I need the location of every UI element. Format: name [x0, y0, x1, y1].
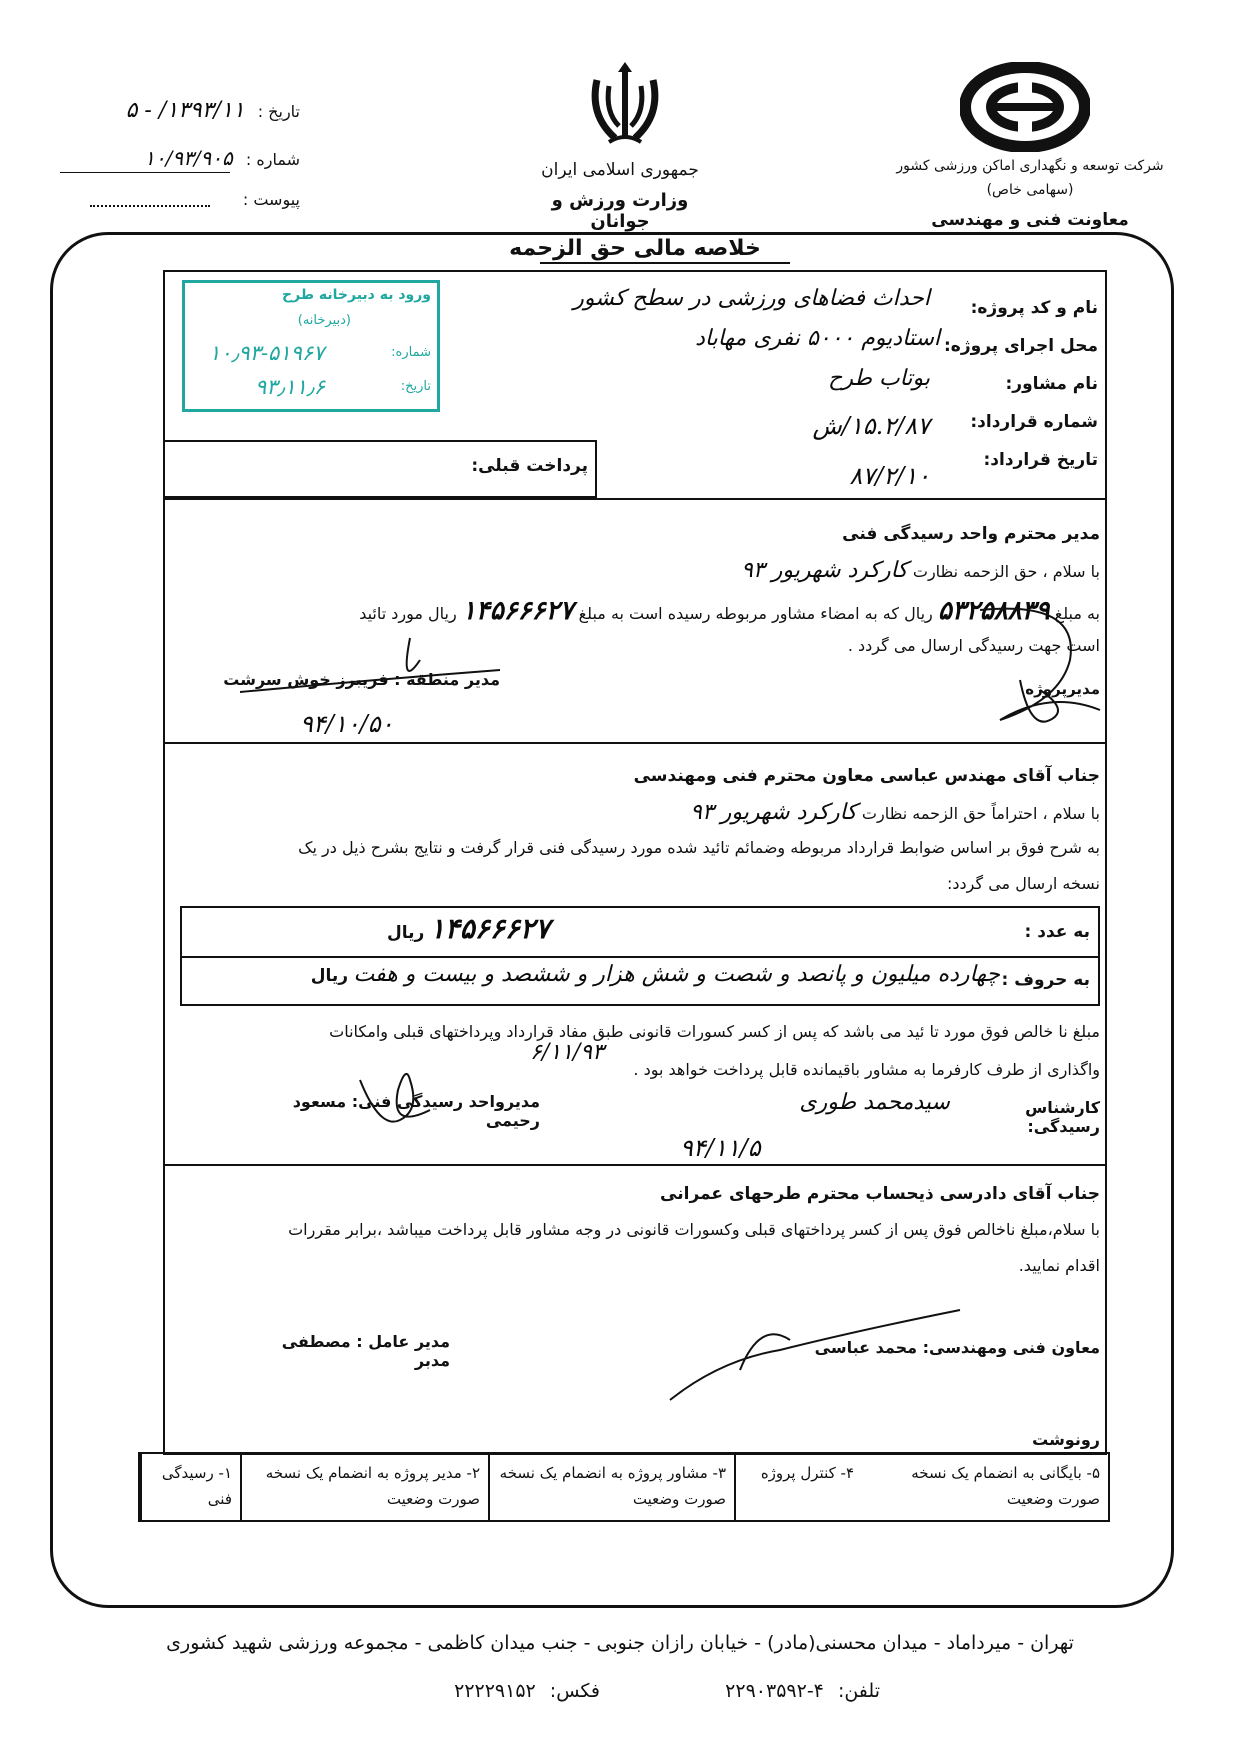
section1-line1-hand: کارکرد شهریور ۹۳ [741, 558, 908, 583]
stamp-number-label: شماره: [391, 345, 431, 360]
section1-line2-a: به مبلغ [1054, 604, 1100, 623]
section1-line2-b: ریال که به امضاء مشاور مربوطه رسیده است به مبلغ [578, 604, 933, 623]
copies-table [138, 1452, 1110, 1522]
section1-line1-prefix: با سلام ، حق الزحمه نظارت [912, 562, 1100, 581]
section2-line3: نسخه ارسال می گردد: [947, 874, 1100, 893]
iran-emblem-icon [585, 60, 665, 150]
stamp-date-value: ۹۳٫۱۱٫۶ [255, 375, 326, 399]
section3-divider [163, 1164, 1107, 1166]
section2-note1: مبلغ نا خالص فوق مورد تا ئید می باشد که پس از کسر کسورات قانونی طبق مفاد قرارداد وپرداختهای قبلی وامکانات [329, 1022, 1100, 1041]
amount-words-value: چهارده میلیون و پانصد و شصت و شش هزار و ششصد و بیست و هفت [353, 962, 1000, 987]
region-manager-date: ۹۴/۱۰/۵۰ [300, 710, 394, 738]
company-name: شرکت توسعه و نگهداری اماکن ورزشی کشور [896, 158, 1164, 174]
section1-line2-c: ریال مورد تائید [359, 604, 457, 623]
amount-digits-unit: ریال [386, 923, 425, 943]
section1-line3: است جهت رسیدگی ارسال می گردد . [847, 636, 1100, 655]
amount-words-unit: ریال [310, 966, 349, 986]
section2-heading: جناب آقای مهندس عباسی معاون محترم فنی ومهندسی [633, 766, 1100, 786]
section2-divider [163, 742, 1107, 744]
footer-phone [600, 1680, 880, 1702]
amount-digits-label: به عدد : [1024, 922, 1090, 942]
stamp-sub: (دبیرخانه) [297, 313, 351, 328]
ministry-name: وزارت ورزش و جوانان [551, 190, 689, 232]
date-label: تاریخ : [257, 102, 300, 121]
section3-line1: با سلام،مبلغ ناخالص فوق پس از کسر پرداختهای قبلی وکسورات قانونی در وجه مشاور قابل پرداخت میباشد ،برابر مقررات [288, 1220, 1100, 1239]
number-underline [60, 172, 230, 173]
contract-date-value: ۸۷/۲/۱۰ [849, 462, 930, 490]
company-type: (سهامی خاص) [986, 182, 1074, 198]
project-manager-signature-label: مدیرپروژه [1025, 680, 1100, 698]
section2-note2: واگذاری از طرف کارفرما به مشاور باقیمانده قابل پرداخت خواهد بود . [633, 1060, 1100, 1079]
number-label: شماره : [245, 150, 300, 169]
attachment-label: پیوست : [242, 190, 300, 209]
unit-manager: مدیرواحد رسیدگی فنی: مسعود رحیمی [292, 1092, 540, 1130]
section2-note-date: ۶/۱۱/۹۳ [530, 1040, 604, 1065]
contract-number-value: ۱۵.۲/۸۷/ش [812, 412, 930, 440]
copy-item: ۵- بایگانی به انضمام یک نسخه صورت وضعیت [911, 1464, 1100, 1508]
footer-fax [360, 1680, 600, 1702]
reviewer-date: ۹۴/۱۱/۵ [680, 1134, 761, 1162]
copy-item: ۴- کنترل پروژه [734, 1454, 862, 1520]
section1-amount-gross: ۵۳۲۵۸۸۳۹ [937, 596, 1050, 626]
state-name: جمهوری اسلامی ایران [541, 160, 699, 180]
copies-label: رونوشت [1032, 1430, 1100, 1449]
section1-amount-approved: ۱۴۵۶۶۶۲۷ [461, 596, 574, 626]
ceo-label: مدیر عامل : مصطفی مدبر [281, 1332, 450, 1370]
footer-address: تهران - میرداماد - میدان محسنی(مادر) - خیابان رازان جنوبی - جنب میدان کاظمی - مجموعه ورزشی شهید کشوری [166, 1632, 1074, 1654]
project-manager-signature-icon [960, 600, 1110, 740]
section1-heading: مدیر محترم واحد رسیدگی فنی [842, 524, 1100, 544]
company-logo-icon [960, 62, 1090, 152]
deputy-signature-icon [660, 1290, 1000, 1410]
reviewer-name: سیدمحمد طوری [799, 1090, 950, 1115]
stamp-date-label: تاریخ: [400, 379, 431, 394]
department-name: معاونت فنی و مهندسی [931, 210, 1129, 230]
amount-words-row [270, 962, 1000, 987]
number-value: ۱۰/۹۳/۹۰۵ [144, 146, 233, 170]
amount-digits-row [270, 912, 550, 945]
section1-line1 [400, 558, 1100, 583]
project-location-label: محل اجرای پروژه: [944, 336, 1098, 356]
section2-line1-prefix: با سلام ، احتراماً حق الزحمه نظارت [861, 804, 1100, 823]
project-location-value: استادیوم ۵۰۰۰ نفری مهاباد [695, 326, 940, 351]
consultant-label: نام مشاور: [1005, 374, 1098, 394]
section3-line2: اقدام نمایید. [1018, 1256, 1100, 1275]
copy-item: ۱- رسیدگی فنی [140, 1454, 240, 1520]
amount-digits-value: ۱۴۵۶۶۶۲۷ [429, 912, 550, 945]
contract-date-label: تاریخ قرارداد: [983, 450, 1098, 470]
fax-label: فکس: [549, 1680, 600, 1702]
deputy-signature-label: معاون فنی ومهندسی: محمد عباسی [814, 1338, 1100, 1357]
stamp-number-value: ۱۰٫۹۳-۵۱۹۶۷ [209, 341, 325, 365]
form-title: خلاصه مالی حق الزحمه [509, 236, 761, 261]
section3-heading: جناب آقای دادرسی ذیحساب محترم طرحهای عمرانی [660, 1184, 1100, 1204]
section2-line1 [400, 800, 1100, 825]
phone-value: ۴-۲۲۹۰۳۵۹۲ [725, 1680, 824, 1702]
consultant-value: بوتاب طرح [828, 366, 930, 391]
section1-divider [163, 498, 1107, 500]
contract-number-label: شماره قرارداد: [970, 412, 1098, 432]
copy-item: ۲- مدیر پروژه به انضمام یک نسخه صورت وضعیت [240, 1454, 488, 1520]
amount-box-divider [180, 956, 1100, 958]
reviewer-label: کارشناس رسیدگی: [1025, 1098, 1100, 1136]
region-manager: مدیر منطقه : فریبرز خوش سرشت [223, 670, 500, 689]
fax-value: ۲۲۲۲۹۱۵۲ [454, 1680, 536, 1702]
phone-label: تلفن: [837, 1680, 880, 1702]
copy-item: ۳- مشاور پروژه به انضمام یک نسخه صورت وضعیت [488, 1454, 734, 1520]
date-row [70, 98, 300, 128]
receipt-stamp [182, 280, 440, 412]
project-name-value: احداث فضاهای ورزشی در سطح کشور [573, 286, 930, 311]
section2-line1-hand: کارکرد شهریور ۹۳ [690, 800, 857, 825]
attachment-dots [90, 205, 210, 207]
unit-manager-signature-icon [340, 1060, 460, 1140]
project-name-label: نام و کد پروژه: [970, 298, 1098, 318]
section2-line2: به شرح فوق بر اساس ضوابط قرارداد مربوطه وضمائم تائید شده مورد رسیدگی فنی قرار گرفت و نتایج بشرح ذیل در یک [298, 838, 1100, 857]
stamp-title: ورود به دبیرخانه طرح [282, 287, 431, 303]
date-value: ۱۳۹۳/۱۱/ - ۵ [125, 98, 245, 123]
previous-payment-label: پرداخت قبلی: [471, 456, 588, 476]
amount-words-label: به حروف : [1001, 970, 1090, 990]
region-manager-signature-icon [220, 630, 520, 710]
